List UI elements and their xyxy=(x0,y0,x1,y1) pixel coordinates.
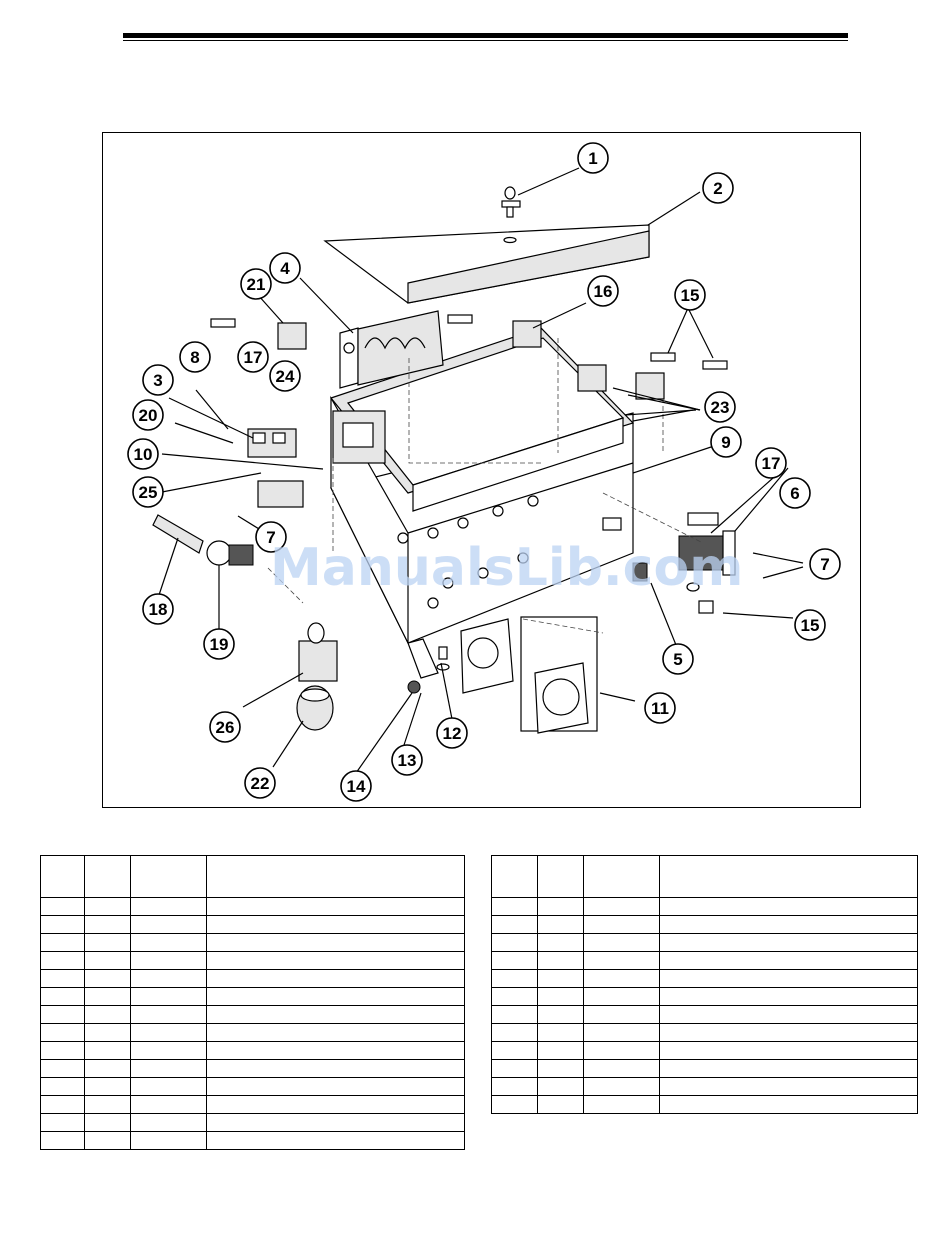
table-cell xyxy=(131,1042,207,1060)
callout-20 xyxy=(133,400,163,430)
table-cell xyxy=(538,934,584,952)
table-cell xyxy=(85,1060,131,1078)
switch-block-part xyxy=(248,429,296,457)
table-cell xyxy=(207,916,465,934)
table-cell xyxy=(85,988,131,1006)
table-row xyxy=(41,1132,465,1150)
table-cell xyxy=(131,952,207,970)
callout-number: 3 xyxy=(153,371,163,390)
callout-number: 26 xyxy=(215,718,235,737)
table-row xyxy=(492,970,918,988)
callout-7 xyxy=(810,549,840,579)
callout-number: 14 xyxy=(346,777,366,796)
callout-4 xyxy=(270,253,300,283)
table-cell xyxy=(584,934,660,952)
callout-17 xyxy=(238,342,268,372)
table-cell xyxy=(41,1114,85,1132)
table-cell xyxy=(131,898,207,916)
table-cell xyxy=(660,916,918,934)
table-cell xyxy=(492,970,538,988)
callout-19 xyxy=(204,629,234,659)
table-cell xyxy=(85,1114,131,1132)
callout-number: 17 xyxy=(243,348,263,367)
contactor-part xyxy=(333,411,385,463)
table-cell xyxy=(85,1042,131,1060)
watermark-text: ManualsLib.com xyxy=(270,538,744,598)
callout-15 xyxy=(795,610,825,640)
table-cell xyxy=(538,1042,584,1060)
table-cell xyxy=(584,1078,660,1096)
table-cell xyxy=(207,1114,465,1132)
table-cell xyxy=(85,1024,131,1042)
table-row xyxy=(41,934,465,952)
table-cell xyxy=(492,1006,538,1024)
table-cell xyxy=(492,952,538,970)
table-cell xyxy=(584,1024,660,1042)
table-cell xyxy=(660,934,918,952)
table-cell xyxy=(207,1024,465,1042)
table-cell xyxy=(207,1078,465,1096)
callout-10 xyxy=(128,439,158,469)
callout-18 xyxy=(143,594,173,624)
callout-number: 25 xyxy=(138,483,158,502)
table-cell xyxy=(41,1042,85,1060)
table-cell xyxy=(660,1006,918,1024)
table-cell xyxy=(41,1006,85,1024)
table-row xyxy=(41,1060,465,1078)
callout-number: 20 xyxy=(138,406,158,425)
table-cell xyxy=(131,970,207,988)
callout-number: 23 xyxy=(710,398,730,417)
table-cell xyxy=(85,952,131,970)
relay-part xyxy=(258,481,303,507)
table-cell xyxy=(538,1024,584,1042)
table-cell xyxy=(660,898,918,916)
callout-24 xyxy=(270,361,300,391)
table-row xyxy=(41,1024,465,1042)
table-cell xyxy=(660,1042,918,1060)
table-cell xyxy=(131,1024,207,1042)
table-cell xyxy=(660,1096,918,1114)
table-cell xyxy=(492,1042,538,1060)
table-cell xyxy=(538,1060,584,1078)
table-cell xyxy=(584,1042,660,1060)
callout-number: 9 xyxy=(721,433,731,452)
table-row xyxy=(41,1114,465,1132)
table-cell xyxy=(207,988,465,1006)
table-row xyxy=(492,934,918,952)
callout-number: 5 xyxy=(673,650,683,669)
table-cell xyxy=(538,970,584,988)
table-cell xyxy=(660,952,918,970)
table-row xyxy=(492,952,918,970)
table-cell xyxy=(492,1096,538,1114)
table-row xyxy=(492,1096,918,1114)
table-cell xyxy=(41,1078,85,1096)
table-cell xyxy=(41,1132,85,1150)
callout-5 xyxy=(663,644,693,674)
table-cell xyxy=(207,952,465,970)
table-cell xyxy=(584,1006,660,1024)
callout-number: 22 xyxy=(250,774,270,793)
callout-6 xyxy=(780,478,810,508)
table-cell xyxy=(85,898,131,916)
table-row xyxy=(492,1042,918,1060)
table-cell xyxy=(492,898,538,916)
callout-number: 1 xyxy=(588,149,598,168)
table-cell xyxy=(85,970,131,988)
table-cell xyxy=(207,970,465,988)
table-cell xyxy=(41,970,85,988)
power-cord-part xyxy=(153,515,253,565)
table-row xyxy=(41,970,465,988)
table-cell xyxy=(131,988,207,1006)
table-cell xyxy=(131,1006,207,1024)
bushing-part xyxy=(297,686,333,730)
callout-16 xyxy=(588,276,618,306)
table-cell xyxy=(85,916,131,934)
table-cell xyxy=(41,916,85,934)
table-cell xyxy=(85,1078,131,1096)
callout-number: 13 xyxy=(397,751,417,770)
table-row xyxy=(41,1096,465,1114)
table-cell xyxy=(584,1096,660,1114)
table-row xyxy=(41,898,465,916)
table-cell xyxy=(41,1096,85,1114)
table-row xyxy=(492,1078,918,1096)
table-cell xyxy=(131,934,207,952)
table-row xyxy=(492,1024,918,1042)
table-cell xyxy=(660,1024,918,1042)
table-cell xyxy=(660,1078,918,1096)
callout-26 xyxy=(210,712,240,742)
parts-table-left xyxy=(40,855,465,1150)
table-row xyxy=(41,1078,465,1096)
callout-number: 18 xyxy=(148,600,168,619)
callout-12 xyxy=(437,718,467,748)
table-cell xyxy=(538,1078,584,1096)
table-cell xyxy=(85,1006,131,1024)
callout-9 xyxy=(711,427,741,457)
table-row xyxy=(492,916,918,934)
callout-number: 6 xyxy=(790,484,800,503)
callout-number: 12 xyxy=(442,724,462,743)
table-row xyxy=(41,1042,465,1060)
table-cell xyxy=(538,1096,584,1114)
callout-number: 15 xyxy=(680,286,700,305)
table-cell xyxy=(207,1096,465,1114)
table-row xyxy=(492,1006,918,1024)
table-cell xyxy=(584,1060,660,1078)
table-row xyxy=(492,898,918,916)
table-cell xyxy=(131,1132,207,1150)
table-header-row xyxy=(492,856,918,898)
callout-8 xyxy=(180,342,210,372)
table-cell xyxy=(207,898,465,916)
table-cell xyxy=(584,952,660,970)
table-cell xyxy=(131,1096,207,1114)
table-cell xyxy=(41,1060,85,1078)
callout-number: 10 xyxy=(133,445,153,464)
table-cell xyxy=(41,952,85,970)
table-cell xyxy=(492,988,538,1006)
table-cell xyxy=(41,898,85,916)
table-cell xyxy=(492,916,538,934)
table-cell xyxy=(492,1060,538,1078)
table-cell xyxy=(538,898,584,916)
table-cell xyxy=(85,1132,131,1150)
table-cell xyxy=(660,970,918,988)
callout-14 xyxy=(341,771,371,801)
callout-number: 24 xyxy=(275,367,295,386)
callout-number: 7 xyxy=(820,555,830,574)
callout-1 xyxy=(578,143,608,173)
exploded-diagram-frame xyxy=(102,132,861,808)
callout-2 xyxy=(703,173,733,203)
callout-number: 19 xyxy=(209,635,229,654)
callout-3 xyxy=(143,365,173,395)
callout-23 xyxy=(705,392,735,422)
table-cell xyxy=(85,1096,131,1114)
table-row xyxy=(492,988,918,1006)
callout-number: 7 xyxy=(266,528,276,547)
callout-17 xyxy=(756,448,786,478)
table-cell xyxy=(660,1060,918,1078)
table-cell xyxy=(41,988,85,1006)
header-rule-thin xyxy=(123,40,848,41)
table-cell xyxy=(41,1024,85,1042)
table-cell xyxy=(538,916,584,934)
callout-number: 21 xyxy=(246,275,266,294)
table-cell xyxy=(131,1114,207,1132)
exploded-assembly-diagram xyxy=(103,133,860,807)
table-cell xyxy=(660,988,918,1006)
callout-21 xyxy=(241,269,271,299)
table-row xyxy=(41,952,465,970)
callout-25 xyxy=(133,477,163,507)
side-access-cover-part xyxy=(461,617,597,733)
table-cell xyxy=(131,1078,207,1096)
callout-13 xyxy=(392,745,422,775)
table-row xyxy=(41,916,465,934)
cover-screw-part xyxy=(502,187,520,217)
callout-number: 2 xyxy=(713,179,723,198)
table-cell xyxy=(131,916,207,934)
table-cell xyxy=(207,1006,465,1024)
table-row xyxy=(41,988,465,1006)
table-cell xyxy=(85,934,131,952)
table-cell xyxy=(492,1078,538,1096)
callout-number: 8 xyxy=(190,348,200,367)
table-cell xyxy=(207,1042,465,1060)
callout-number: 17 xyxy=(761,454,781,473)
callout-number: 4 xyxy=(280,259,290,278)
table-row xyxy=(492,1060,918,1078)
callout-11 xyxy=(645,693,675,723)
table-cell xyxy=(131,1060,207,1078)
table-cell xyxy=(584,898,660,916)
table-cell xyxy=(538,988,584,1006)
table-cell xyxy=(207,934,465,952)
parts-table-right xyxy=(491,855,918,1114)
callout-number: 11 xyxy=(651,699,669,718)
callout-number: 16 xyxy=(593,282,613,301)
table-row xyxy=(41,1006,465,1024)
table-cell xyxy=(207,1060,465,1078)
callout-22 xyxy=(245,768,275,798)
table-header-row xyxy=(41,856,465,898)
callout-number: 15 xyxy=(800,616,820,635)
table-cell xyxy=(492,1024,538,1042)
table-cell xyxy=(584,988,660,1006)
table-cell xyxy=(41,934,85,952)
table-cell xyxy=(538,1006,584,1024)
table-cell xyxy=(538,952,584,970)
table-cell xyxy=(584,916,660,934)
table-cell xyxy=(492,934,538,952)
table-cell xyxy=(584,970,660,988)
callout-15 xyxy=(675,280,705,310)
header-rule xyxy=(123,33,848,38)
cord-connector-part xyxy=(299,623,337,681)
table-cell xyxy=(207,1132,465,1150)
